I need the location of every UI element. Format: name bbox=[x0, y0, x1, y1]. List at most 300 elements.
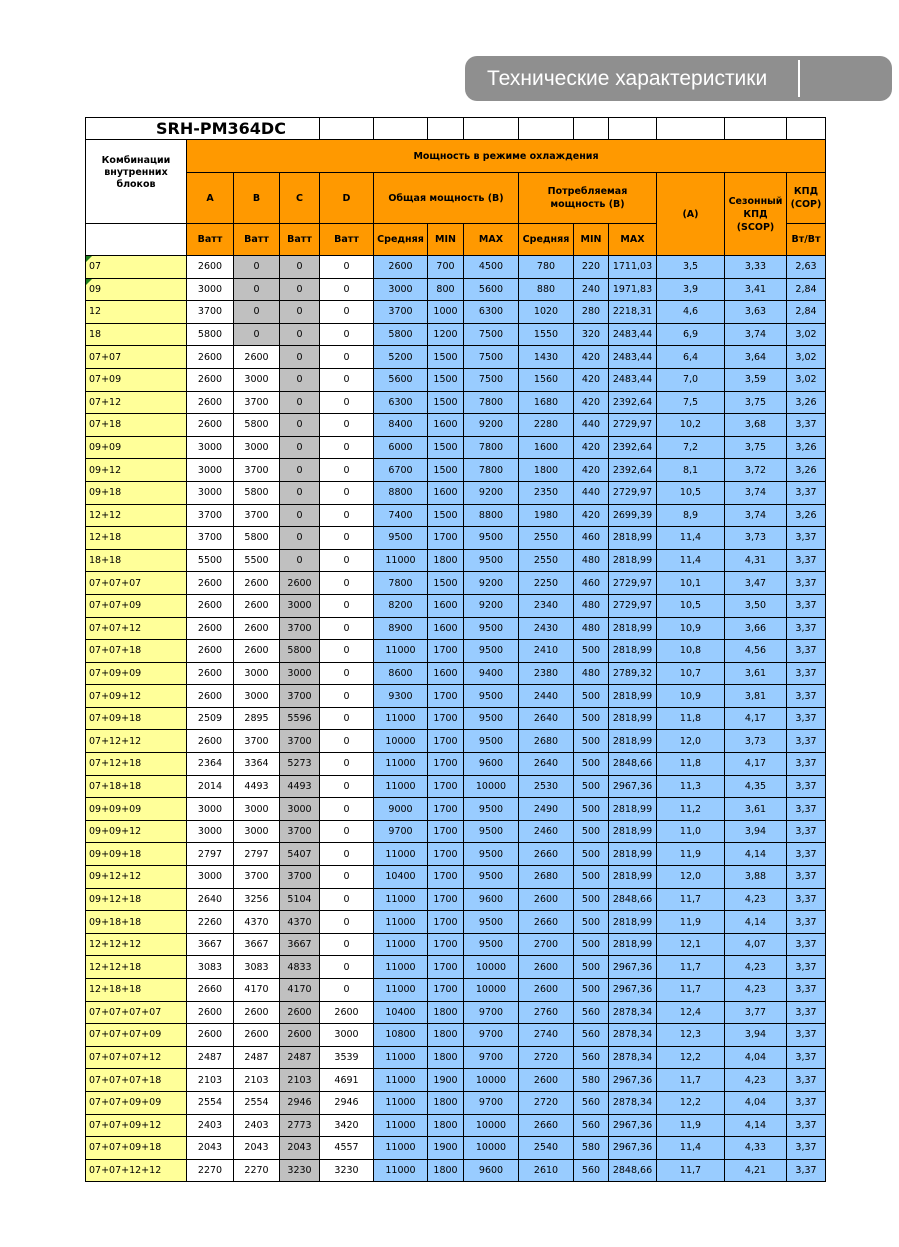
consumed-max-cell: 2878,34 bbox=[609, 1091, 657, 1114]
total-avg-cell: 11000 bbox=[374, 911, 428, 934]
d-cell: 0 bbox=[320, 640, 374, 663]
total-max-cell: 9500 bbox=[464, 730, 519, 753]
b-cell: 3000 bbox=[234, 798, 280, 821]
a-cell: 2600 bbox=[187, 730, 234, 753]
current-cell: 12,3 bbox=[657, 1024, 725, 1047]
table-row bbox=[86, 753, 826, 776]
total-avg-cell: 10400 bbox=[374, 1001, 428, 1024]
combo-cell: 07+09+12 bbox=[86, 685, 187, 708]
total-max-cell: 6300 bbox=[464, 301, 519, 324]
total-min-cell: 1700 bbox=[428, 527, 464, 550]
table-row bbox=[86, 617, 826, 640]
c-cell: 4170 bbox=[280, 979, 320, 1002]
consumed-avg-cell: 2600 bbox=[519, 979, 574, 1002]
b-cell: 3000 bbox=[234, 820, 280, 843]
consumed-avg-cell: 2460 bbox=[519, 820, 574, 843]
total-avg-cell: 11000 bbox=[374, 707, 428, 730]
total-min-cell: 1600 bbox=[428, 481, 464, 504]
total-avg-cell: 11000 bbox=[374, 933, 428, 956]
scop-cell: 4,33 bbox=[725, 1137, 787, 1160]
combo-cell: 07+07+07 bbox=[86, 572, 187, 595]
c-cell: 0 bbox=[280, 549, 320, 572]
consumed-avg-cell: 2600 bbox=[519, 1069, 574, 1092]
current-cell: 11,3 bbox=[657, 775, 725, 798]
consumed-max-cell: 2818,99 bbox=[609, 527, 657, 550]
current-cell: 11,4 bbox=[657, 549, 725, 572]
a-cell: 3000 bbox=[187, 436, 234, 459]
consumed-avg-cell: 2600 bbox=[519, 888, 574, 911]
consumed-max-cell: 2967,36 bbox=[609, 1069, 657, 1092]
total-max-cell: 9200 bbox=[464, 594, 519, 617]
total-avg-cell: 6700 bbox=[374, 459, 428, 482]
total-avg-cell: 11000 bbox=[374, 956, 428, 979]
cop-cell: 3,37 bbox=[787, 594, 826, 617]
header-row-1 bbox=[86, 140, 826, 173]
a-cell: 2487 bbox=[187, 1046, 234, 1069]
consumed-max-cell: 2818,99 bbox=[609, 820, 657, 843]
consumed-avg-cell: 2660 bbox=[519, 1114, 574, 1137]
d-cell: 0 bbox=[320, 504, 374, 527]
d-cell: 0 bbox=[320, 346, 374, 369]
d-cell: 0 bbox=[320, 323, 374, 346]
combo-cell: 18+18 bbox=[86, 549, 187, 572]
total-max-cell: 9500 bbox=[464, 911, 519, 934]
total-max-cell: 9700 bbox=[464, 1001, 519, 1024]
table-row bbox=[86, 730, 826, 753]
consumed-max-cell: 1971,83 bbox=[609, 278, 657, 301]
total-avg-cell: 11000 bbox=[374, 979, 428, 1002]
combo-cell: 07+18 bbox=[86, 414, 187, 437]
scop-cell: 4,17 bbox=[725, 753, 787, 776]
b-cell: 2895 bbox=[234, 707, 280, 730]
cop-cell: 3,37 bbox=[787, 888, 826, 911]
d-cell: 3000 bbox=[320, 1024, 374, 1047]
scop-cell: 4,23 bbox=[725, 956, 787, 979]
consumed-avg-cell: 2550 bbox=[519, 527, 574, 550]
current-cell: 3,5 bbox=[657, 256, 725, 279]
b-cell: 2797 bbox=[234, 843, 280, 866]
unit-total-min: MIN bbox=[428, 224, 464, 256]
c-cell: 0 bbox=[280, 459, 320, 482]
consumed-max-cell: 2848,66 bbox=[609, 753, 657, 776]
table-row bbox=[86, 527, 826, 550]
c-cell: 0 bbox=[280, 414, 320, 437]
table-row bbox=[86, 256, 826, 279]
total-avg-cell: 5200 bbox=[374, 346, 428, 369]
d-cell: 0 bbox=[320, 414, 374, 437]
d-cell: 0 bbox=[320, 278, 374, 301]
total-min-cell: 1800 bbox=[428, 1001, 464, 1024]
d-cell: 0 bbox=[320, 527, 374, 550]
total-max-cell: 9200 bbox=[464, 414, 519, 437]
a-cell: 3000 bbox=[187, 278, 234, 301]
consumed-max-cell: 2818,99 bbox=[609, 866, 657, 889]
d-cell: 3539 bbox=[320, 1046, 374, 1069]
total-max-cell: 7800 bbox=[464, 459, 519, 482]
total-avg-cell: 8800 bbox=[374, 481, 428, 504]
total-max-cell: 8800 bbox=[464, 504, 519, 527]
c-cell: 0 bbox=[280, 436, 320, 459]
d-cell: 4691 bbox=[320, 1069, 374, 1092]
b-cell: 4493 bbox=[234, 775, 280, 798]
c-cell: 2946 bbox=[280, 1091, 320, 1114]
consumed-avg-cell: 780 bbox=[519, 256, 574, 279]
combo-cell: 07+07+07+18 bbox=[86, 1069, 187, 1092]
consumed-avg-cell: 2350 bbox=[519, 481, 574, 504]
c-cell: 0 bbox=[280, 278, 320, 301]
total-max-cell: 10000 bbox=[464, 1069, 519, 1092]
total-max-cell: 10000 bbox=[464, 775, 519, 798]
current-cell: 12,2 bbox=[657, 1046, 725, 1069]
total-avg-cell: 9000 bbox=[374, 798, 428, 821]
combo-cell: 07+07 bbox=[86, 346, 187, 369]
consumed-min-cell: 560 bbox=[574, 1046, 609, 1069]
consumed-min-cell: 240 bbox=[574, 278, 609, 301]
cop-cell: 3,37 bbox=[787, 1001, 826, 1024]
b-cell: 3700 bbox=[234, 866, 280, 889]
cop-cell: 3,26 bbox=[787, 459, 826, 482]
total-min-cell: 1700 bbox=[428, 888, 464, 911]
c-cell: 3000 bbox=[280, 662, 320, 685]
a-cell: 2043 bbox=[187, 1137, 234, 1160]
d-cell: 0 bbox=[320, 707, 374, 730]
consumed-max-cell: 2818,99 bbox=[609, 730, 657, 753]
unit-a: Ватт bbox=[187, 224, 234, 256]
total-min-cell: 1700 bbox=[428, 640, 464, 663]
total-avg-cell: 3000 bbox=[374, 278, 428, 301]
a-cell: 2660 bbox=[187, 979, 234, 1002]
combo-header: Комбинации внутренних блоков bbox=[86, 140, 187, 224]
consumed-avg-cell: 2660 bbox=[519, 911, 574, 934]
combo-cell: 07+07+07+09 bbox=[86, 1024, 187, 1047]
consumed-avg-cell: 2640 bbox=[519, 753, 574, 776]
table-row bbox=[86, 1114, 826, 1137]
table-row bbox=[86, 662, 826, 685]
table-row bbox=[86, 1001, 826, 1024]
a-cell: 2554 bbox=[187, 1091, 234, 1114]
consumed-avg-cell: 2760 bbox=[519, 1001, 574, 1024]
total-max-cell: 9400 bbox=[464, 662, 519, 685]
combo-cell: 07+07+09+18 bbox=[86, 1137, 187, 1160]
a-cell: 2403 bbox=[187, 1114, 234, 1137]
table-row bbox=[86, 798, 826, 821]
consumed-max-cell: 2818,99 bbox=[609, 911, 657, 934]
c-cell: 2600 bbox=[280, 1024, 320, 1047]
consumed-min-cell: 480 bbox=[574, 662, 609, 685]
combo-cell: 09 bbox=[86, 278, 187, 301]
c-cell: 5800 bbox=[280, 640, 320, 663]
consumed-avg-cell: 1430 bbox=[519, 346, 574, 369]
scop-cell: 3,75 bbox=[725, 391, 787, 414]
total-max-cell: 9500 bbox=[464, 866, 519, 889]
consumed-max-cell: 2967,36 bbox=[609, 956, 657, 979]
current-cell: 11,4 bbox=[657, 1137, 725, 1160]
combo-cell: 07+07+12+12 bbox=[86, 1159, 187, 1182]
cop-cell: 2,84 bbox=[787, 278, 826, 301]
total-min-cell: 1700 bbox=[428, 979, 464, 1002]
b-cell: 5500 bbox=[234, 549, 280, 572]
table-row bbox=[86, 888, 826, 911]
current-cell: 11,7 bbox=[657, 956, 725, 979]
combo-cell: 07+18+18 bbox=[86, 775, 187, 798]
combo-cell: 12+12 bbox=[86, 504, 187, 527]
table-row bbox=[86, 979, 826, 1002]
total-max-cell: 10000 bbox=[464, 1114, 519, 1137]
d-cell: 0 bbox=[320, 888, 374, 911]
cop-cell: 3,37 bbox=[787, 956, 826, 979]
consumed-avg-cell: 2380 bbox=[519, 662, 574, 685]
consumed-avg-cell: 2540 bbox=[519, 1137, 574, 1160]
a-cell: 2600 bbox=[187, 414, 234, 437]
combo-cell: 07 bbox=[86, 256, 187, 279]
d-cell: 0 bbox=[320, 617, 374, 640]
scop-cell: 4,04 bbox=[725, 1046, 787, 1069]
scop-cell: 4,35 bbox=[725, 775, 787, 798]
c-cell: 2600 bbox=[280, 572, 320, 595]
consumed-avg-cell: 2440 bbox=[519, 685, 574, 708]
total-min-cell: 1500 bbox=[428, 368, 464, 391]
scop-cell: 4,23 bbox=[725, 979, 787, 1002]
a-cell: 5800 bbox=[187, 323, 234, 346]
current-cell: 7,2 bbox=[657, 436, 725, 459]
consumed-min-cell: 440 bbox=[574, 414, 609, 437]
b-cell: 2554 bbox=[234, 1091, 280, 1114]
total-max-cell: 7800 bbox=[464, 436, 519, 459]
table-row bbox=[86, 549, 826, 572]
total-avg-cell: 11000 bbox=[374, 640, 428, 663]
scop-cell: 3,72 bbox=[725, 459, 787, 482]
scop-cell: 3,68 bbox=[725, 414, 787, 437]
total-min-cell: 1500 bbox=[428, 436, 464, 459]
unit-d: Ватт bbox=[320, 224, 374, 256]
total-max-cell: 9700 bbox=[464, 1046, 519, 1069]
combo-cell: 12+12+18 bbox=[86, 956, 187, 979]
c-cell: 5407 bbox=[280, 843, 320, 866]
consumed-avg-cell: 2660 bbox=[519, 843, 574, 866]
b-cell: 3667 bbox=[234, 933, 280, 956]
combo-cell: 07+07+18 bbox=[86, 640, 187, 663]
consumed-min-cell: 500 bbox=[574, 775, 609, 798]
a-cell: 2600 bbox=[187, 1001, 234, 1024]
consumed-min-cell: 500 bbox=[574, 888, 609, 911]
a-cell: 2797 bbox=[187, 843, 234, 866]
current-cell: 11,8 bbox=[657, 707, 725, 730]
total-avg-cell: 5600 bbox=[374, 368, 428, 391]
cop-cell: 3,37 bbox=[787, 549, 826, 572]
consumed-max-cell: 2848,66 bbox=[609, 888, 657, 911]
consumed-max-cell: 2729,97 bbox=[609, 572, 657, 595]
b-cell: 5800 bbox=[234, 527, 280, 550]
d-cell: 3420 bbox=[320, 1114, 374, 1137]
a-cell: 2014 bbox=[187, 775, 234, 798]
c-cell: 3000 bbox=[280, 594, 320, 617]
consumed-min-cell: 480 bbox=[574, 594, 609, 617]
total-capacity-header: Общая мощность (В) bbox=[374, 173, 519, 224]
d-cell: 0 bbox=[320, 866, 374, 889]
cop-cell: 3,37 bbox=[787, 527, 826, 550]
consumed-max-cell: 2818,99 bbox=[609, 617, 657, 640]
total-avg-cell: 11000 bbox=[374, 753, 428, 776]
header-row-2 bbox=[86, 173, 826, 224]
scop-cell: 4,14 bbox=[725, 1114, 787, 1137]
col-a-header: A bbox=[187, 173, 234, 224]
table-body bbox=[86, 256, 826, 1182]
total-min-cell: 1500 bbox=[428, 346, 464, 369]
table-row bbox=[86, 301, 826, 324]
consumed-max-cell: 2818,99 bbox=[609, 707, 657, 730]
current-cell: 10,5 bbox=[657, 481, 725, 504]
cop-cell: 3,02 bbox=[787, 323, 826, 346]
combo-cell: 09+12 bbox=[86, 459, 187, 482]
consumed-min-cell: 480 bbox=[574, 549, 609, 572]
table-row bbox=[86, 436, 826, 459]
c-cell: 3700 bbox=[280, 866, 320, 889]
total-avg-cell: 6300 bbox=[374, 391, 428, 414]
d-cell: 0 bbox=[320, 549, 374, 572]
a-cell: 3000 bbox=[187, 820, 234, 843]
total-avg-cell: 11000 bbox=[374, 1137, 428, 1160]
d-cell: 0 bbox=[320, 368, 374, 391]
c-cell: 0 bbox=[280, 527, 320, 550]
unit-c: Ватт bbox=[280, 224, 320, 256]
col-c-header: C bbox=[280, 173, 320, 224]
a-cell: 2600 bbox=[187, 594, 234, 617]
total-min-cell: 1200 bbox=[428, 323, 464, 346]
a-cell: 2509 bbox=[187, 707, 234, 730]
total-avg-cell: 8900 bbox=[374, 617, 428, 640]
consumed-max-cell: 2699,39 bbox=[609, 504, 657, 527]
consumed-max-cell: 2818,99 bbox=[609, 685, 657, 708]
total-max-cell: 10000 bbox=[464, 979, 519, 1002]
consumed-min-cell: 560 bbox=[574, 1114, 609, 1137]
current-cell: 8,1 bbox=[657, 459, 725, 482]
table-row bbox=[86, 391, 826, 414]
d-cell: 0 bbox=[320, 391, 374, 414]
a-cell: 2600 bbox=[187, 640, 234, 663]
cop-cell: 3,37 bbox=[787, 1046, 826, 1069]
scop-cell: 3,59 bbox=[725, 368, 787, 391]
cop-cell: 3,37 bbox=[787, 617, 826, 640]
table-row bbox=[86, 594, 826, 617]
a-cell: 2640 bbox=[187, 888, 234, 911]
consumed-min-cell: 500 bbox=[574, 707, 609, 730]
c-cell: 3700 bbox=[280, 730, 320, 753]
current-cell: 10,7 bbox=[657, 662, 725, 685]
total-avg-cell: 9300 bbox=[374, 685, 428, 708]
total-max-cell: 7800 bbox=[464, 391, 519, 414]
scop-cell: 4,14 bbox=[725, 911, 787, 934]
combo-cell: 07+07+09 bbox=[86, 594, 187, 617]
a-cell: 2260 bbox=[187, 911, 234, 934]
table-row bbox=[86, 1046, 826, 1069]
b-cell: 0 bbox=[234, 301, 280, 324]
consumed-avg-cell: 2640 bbox=[519, 707, 574, 730]
c-cell: 3000 bbox=[280, 798, 320, 821]
d-cell: 0 bbox=[320, 979, 374, 1002]
current-cell: 4,6 bbox=[657, 301, 725, 324]
a-cell: 3000 bbox=[187, 481, 234, 504]
total-min-cell: 1700 bbox=[428, 956, 464, 979]
unit-consumed-avg: Средняя bbox=[519, 224, 574, 256]
table-row bbox=[86, 459, 826, 482]
cop-cell: 3,26 bbox=[787, 504, 826, 527]
total-avg-cell: 8600 bbox=[374, 662, 428, 685]
consumed-avg-cell: 2700 bbox=[519, 933, 574, 956]
consumed-max-cell: 2392,64 bbox=[609, 391, 657, 414]
consumed-max-cell: 2818,99 bbox=[609, 549, 657, 572]
table-row bbox=[86, 685, 826, 708]
b-cell: 5800 bbox=[234, 414, 280, 437]
combo-cell: 12 bbox=[86, 301, 187, 324]
a-cell: 2600 bbox=[187, 662, 234, 685]
combo-cell: 12+12+12 bbox=[86, 933, 187, 956]
consumed-avg-cell: 1020 bbox=[519, 301, 574, 324]
cop-cell: 2,63 bbox=[787, 256, 826, 279]
combo-cell: 07+07+07+07 bbox=[86, 1001, 187, 1024]
consumed-max-cell: 2967,36 bbox=[609, 1137, 657, 1160]
d-cell: 0 bbox=[320, 820, 374, 843]
a-cell: 3000 bbox=[187, 798, 234, 821]
consumed-avg-cell: 2410 bbox=[519, 640, 574, 663]
current-cell: 12,1 bbox=[657, 933, 725, 956]
unit-total-max: MAX bbox=[464, 224, 519, 256]
total-min-cell: 1900 bbox=[428, 1137, 464, 1160]
consumed-max-cell: 2729,97 bbox=[609, 481, 657, 504]
table-row bbox=[86, 640, 826, 663]
b-cell: 2600 bbox=[234, 572, 280, 595]
current-cell: 12,0 bbox=[657, 866, 725, 889]
total-min-cell: 1800 bbox=[428, 1114, 464, 1137]
consumed-avg-cell: 2680 bbox=[519, 730, 574, 753]
scop-cell: 3,61 bbox=[725, 662, 787, 685]
a-cell: 2600 bbox=[187, 685, 234, 708]
cop-header: КПД (COP) bbox=[787, 173, 826, 224]
consumed-avg-cell: 1680 bbox=[519, 391, 574, 414]
total-min-cell: 1700 bbox=[428, 933, 464, 956]
cooling-header: Мощность в режиме охлаждения bbox=[187, 140, 826, 173]
total-max-cell: 10000 bbox=[464, 1137, 519, 1160]
total-min-cell: 1600 bbox=[428, 662, 464, 685]
unit-consumed-min: MIN bbox=[574, 224, 609, 256]
total-max-cell: 5600 bbox=[464, 278, 519, 301]
consumed-max-cell: 2967,36 bbox=[609, 979, 657, 1002]
b-cell: 3000 bbox=[234, 436, 280, 459]
scop-cell: 3,88 bbox=[725, 866, 787, 889]
scop-header: Сезонный КПД (SCOP) bbox=[725, 173, 787, 256]
a-cell: 5500 bbox=[187, 549, 234, 572]
total-min-cell: 1700 bbox=[428, 866, 464, 889]
total-max-cell: 10000 bbox=[464, 956, 519, 979]
consumed-max-cell: 2218,31 bbox=[609, 301, 657, 324]
total-max-cell: 7500 bbox=[464, 368, 519, 391]
current-cell: 12,0 bbox=[657, 730, 725, 753]
consumed-min-cell: 500 bbox=[574, 911, 609, 934]
consumed-min-cell: 500 bbox=[574, 640, 609, 663]
c-cell: 2103 bbox=[280, 1069, 320, 1092]
a-cell: 3000 bbox=[187, 866, 234, 889]
current-cell: 11,7 bbox=[657, 1159, 725, 1182]
current-cell: 10,9 bbox=[657, 685, 725, 708]
consumed-min-cell: 580 bbox=[574, 1069, 609, 1092]
consumed-min-cell: 560 bbox=[574, 1001, 609, 1024]
b-cell: 3000 bbox=[234, 685, 280, 708]
current-cell: 6,4 bbox=[657, 346, 725, 369]
b-cell: 4170 bbox=[234, 979, 280, 1002]
c-cell: 0 bbox=[280, 391, 320, 414]
scop-cell: 3,75 bbox=[725, 436, 787, 459]
total-avg-cell: 9500 bbox=[374, 527, 428, 550]
scop-cell: 4,21 bbox=[725, 1159, 787, 1182]
